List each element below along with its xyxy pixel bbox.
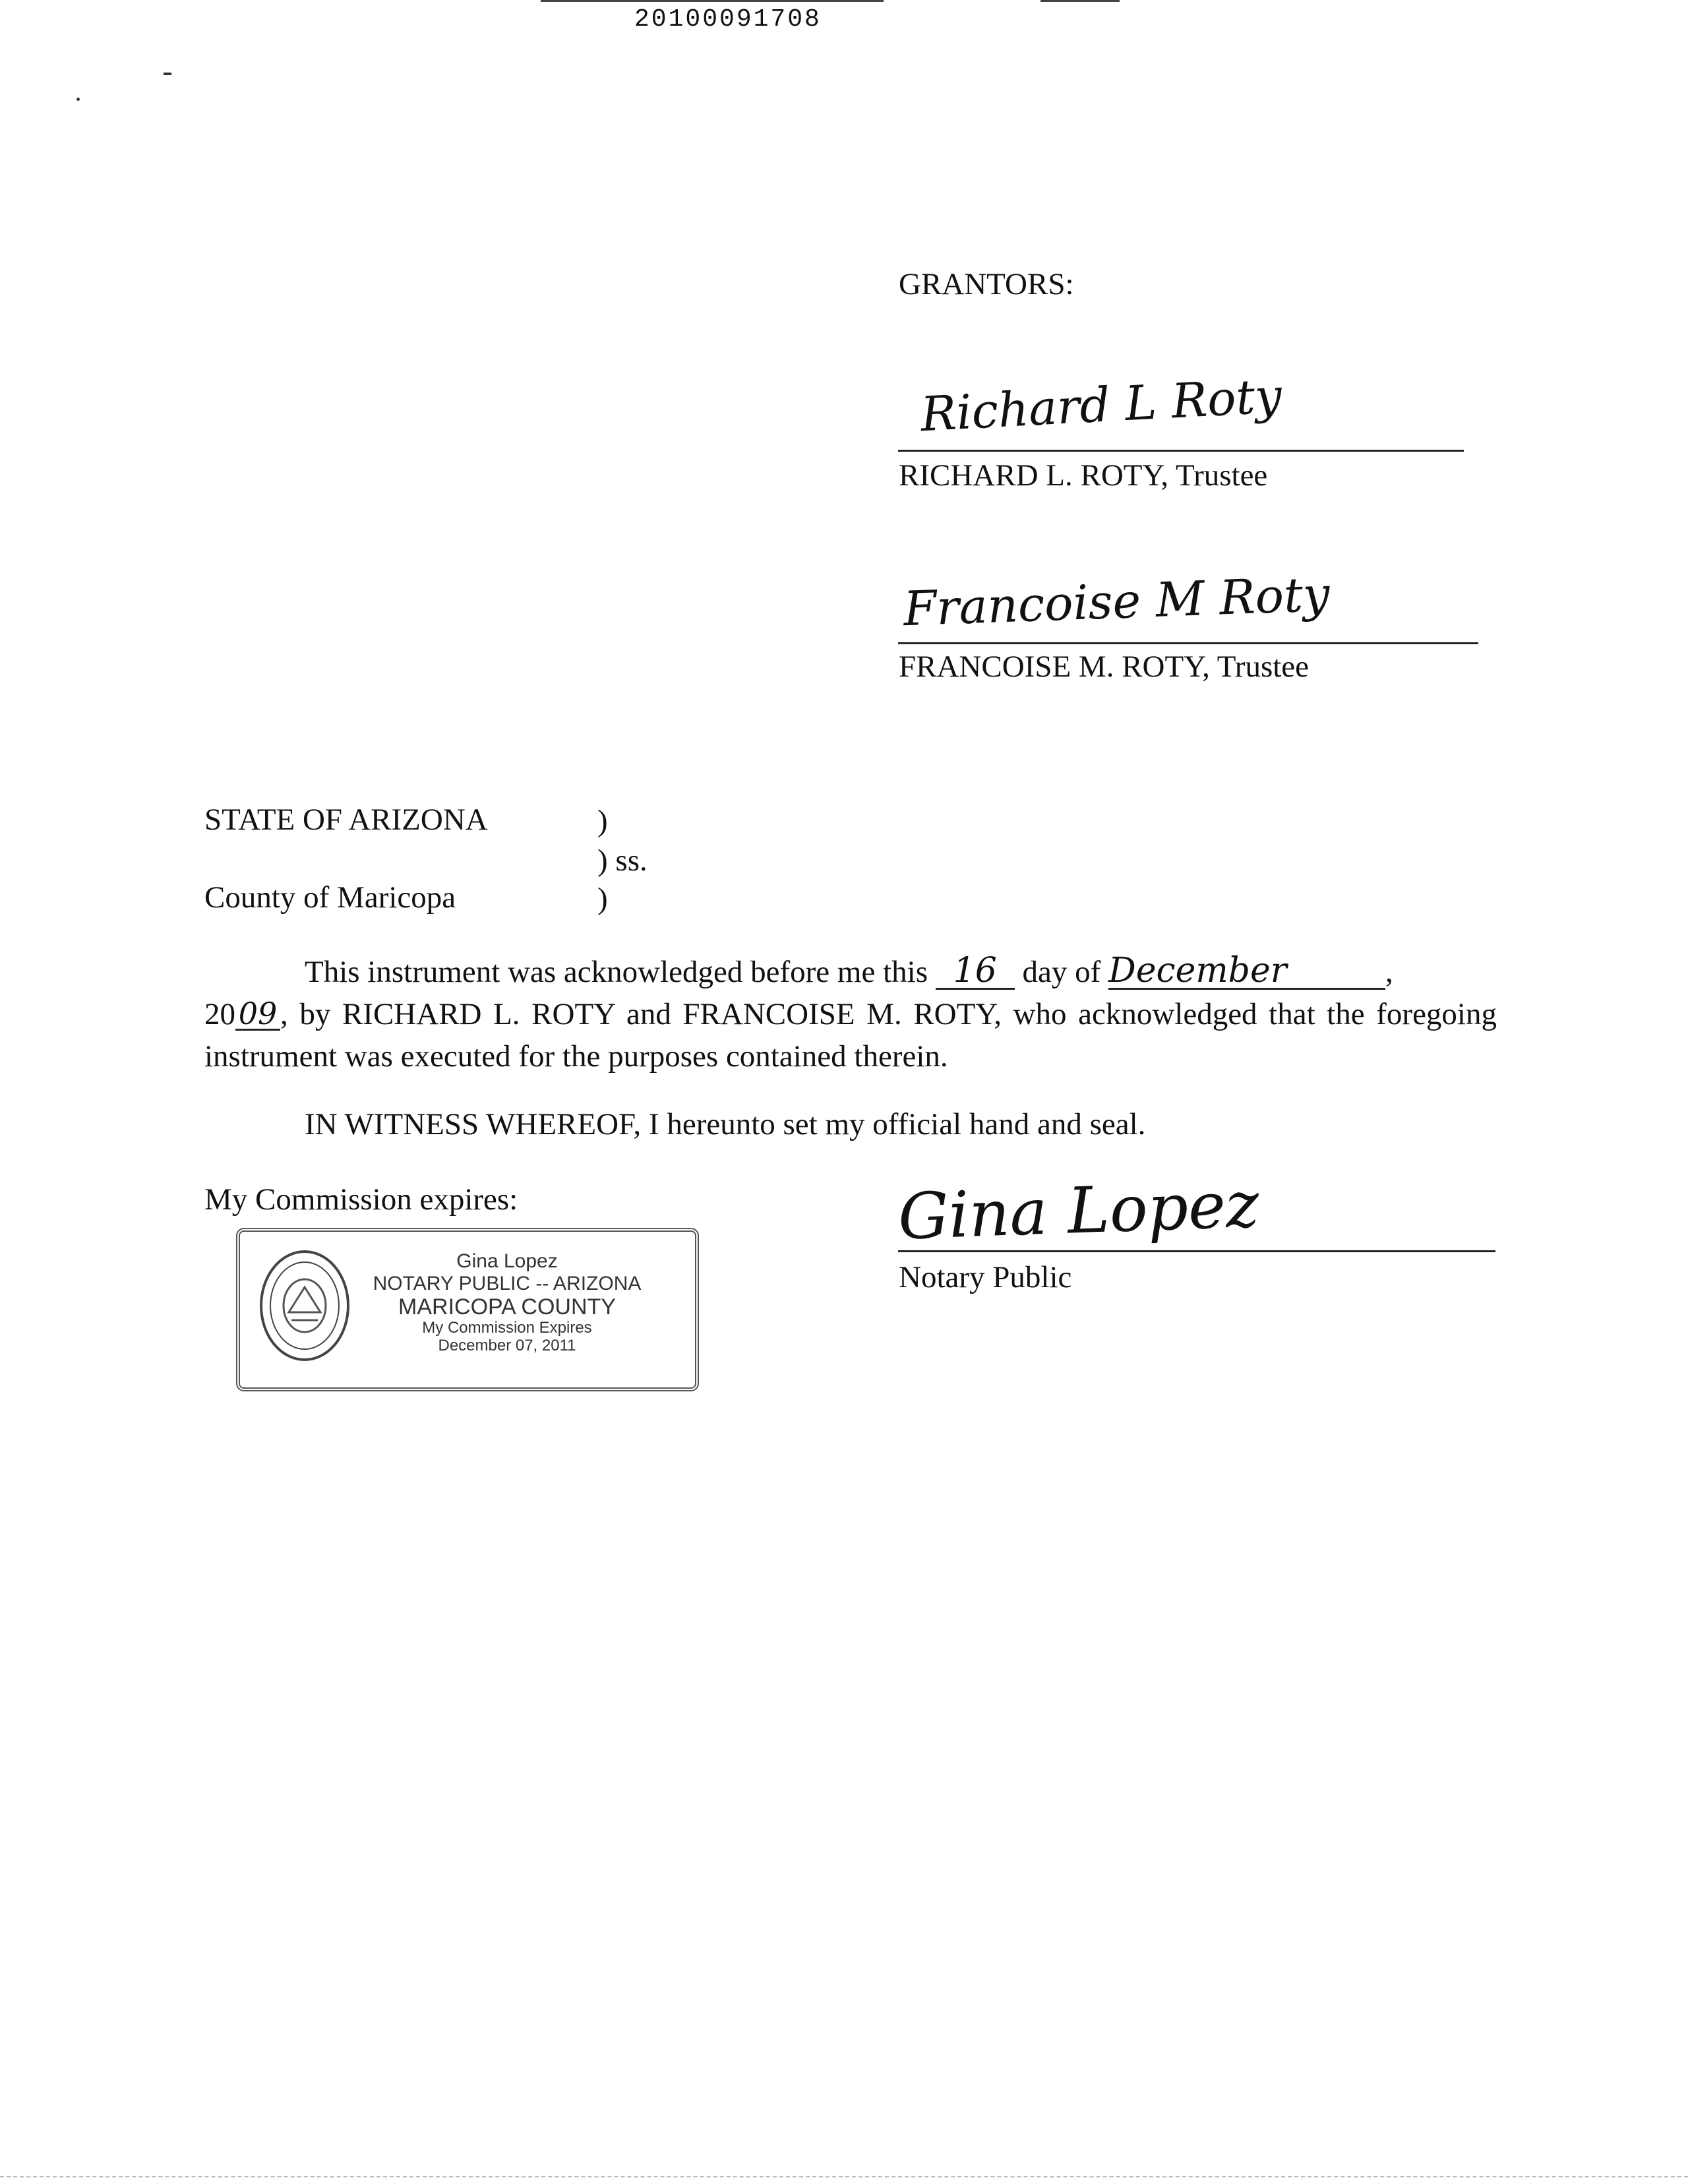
notary-signature-line [898,1250,1495,1252]
stamp-name: Gina Lopez [456,1250,558,1272]
scan-mark [164,73,171,75]
notary-stamp [236,1228,699,1391]
commission-label: My Commission expires: [204,1182,518,1217]
stamp-expires-date: December 07, 2011 [438,1337,576,1355]
venue-paren-3: ) [597,882,608,916]
stamp-expires-label: My Commission Expires [422,1319,592,1337]
acknowledgment-paragraph [204,951,1497,1077]
venue-paren-1: ) [597,804,608,838]
printed-name-francoise: FRANCOISE M. ROTY, Trustee [899,650,1310,684]
venue-ss: ) ss. [597,843,648,878]
signature-francoise: Francoise M Roty [902,566,1331,637]
ack-day-field: 16 [936,954,1015,990]
ack-year-field: 09 [235,998,280,1031]
ack-rest: , by RICHARD L. ROTY and FRANCOISE M. ROTY, who acknowledged that the foregoing instrument was executed for the purposes contained therein. [204,997,1497,1074]
header-rule [541,0,884,2]
stamp-county: MARICOPA COUNTY [398,1294,616,1320]
ack-month-field: December [1108,954,1385,990]
venue-county: County of Maricopa [204,880,456,915]
notary-signature: Gina Lopez [897,1167,1261,1254]
grantors-heading: GRANTORS: [899,267,1074,301]
scan-dot [76,98,80,101]
witness-line: IN WITNESS WHEREOF, I hereunto set my official hand and seal. [305,1107,1146,1141]
printed-name-richard: RICHARD L. ROTY, Trustee [899,458,1268,493]
bottom-scan-edge [0,2176,1688,2177]
stamp-text-block [352,1250,662,1355]
stamp-title: NOTARY PUBLIC -- ARIZONA [373,1272,642,1294]
signature-line-1 [898,450,1464,452]
header-rule-right [1040,0,1120,2]
ack-lead: This instrument was acknowledged before me this [305,955,928,989]
notary-public-label: Notary Public [899,1260,1072,1294]
state-seal-icon [256,1246,353,1365]
venue-state: STATE OF ARIZONA [204,803,488,837]
signature-line-2 [898,642,1478,644]
ack-year-prefix: 20 [204,997,235,1031]
ack-comma: , [1385,955,1393,989]
ack-day-of: day of [1022,955,1101,989]
signature-richard: Richard L Roty [919,367,1283,442]
recording-number: 20100091708 [634,5,822,34]
